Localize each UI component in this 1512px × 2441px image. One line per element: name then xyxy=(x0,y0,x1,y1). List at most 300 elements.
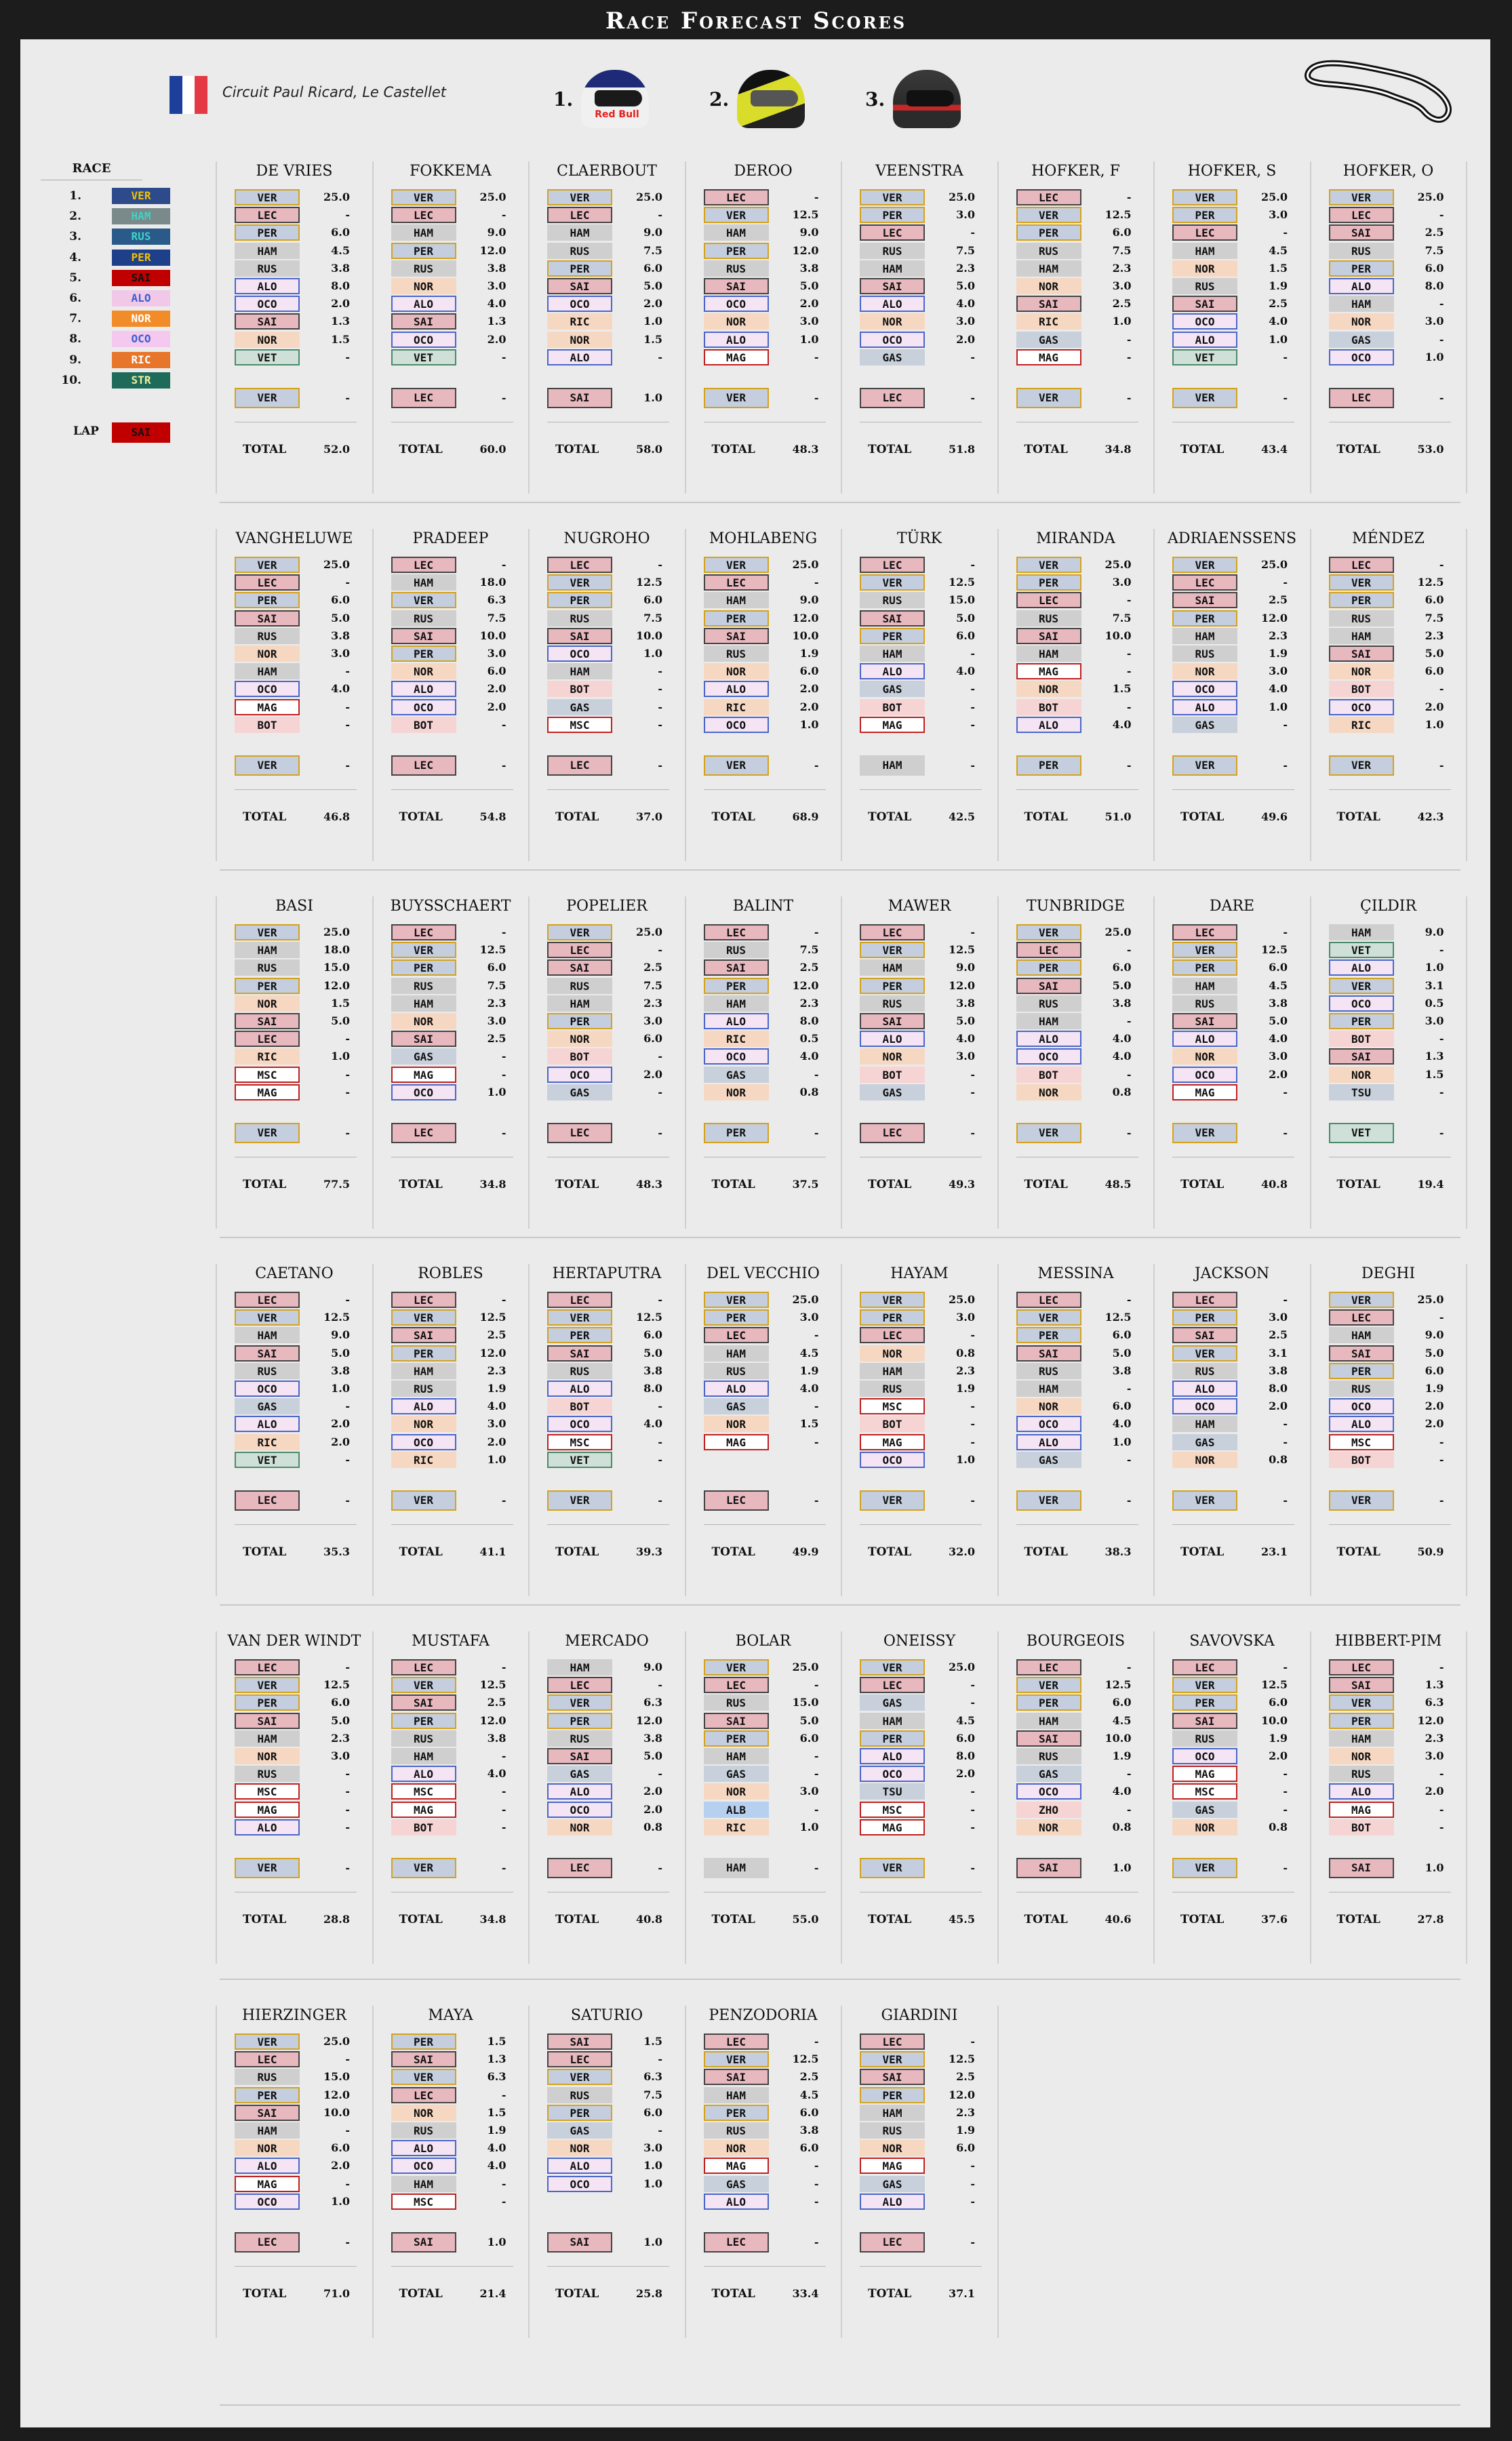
pick-driver-chip: LEC xyxy=(547,2051,612,2067)
pick-driver-chip: PER xyxy=(1016,959,1081,976)
total-label: TOTAL xyxy=(1024,1178,1068,1191)
pick-driver-chip: SAI xyxy=(704,1713,769,1729)
pick-row xyxy=(1329,662,1451,680)
pick-row xyxy=(547,1433,669,1451)
pick-points: - xyxy=(814,1749,819,1762)
pick-row xyxy=(547,645,669,662)
podium-third xyxy=(865,65,961,133)
pick-driver-chip: OCO xyxy=(391,2158,456,2174)
lap-driver-chip: LEC xyxy=(235,1490,300,1511)
lap-points: - xyxy=(501,1494,506,1507)
pick-points: 25.0 xyxy=(479,191,506,203)
total-value: 34.8 xyxy=(479,1178,506,1191)
pick-row xyxy=(860,1380,982,1397)
pick-points: - xyxy=(501,717,506,731)
total-label: TOTAL xyxy=(868,443,912,456)
player-total xyxy=(860,1543,982,1561)
total-divider xyxy=(1172,789,1294,790)
pick-points: 5.0 xyxy=(331,1346,350,1360)
pick-driver-chip: SAI xyxy=(235,313,300,330)
pick-driver-chip: HAM xyxy=(235,942,300,958)
pick-driver-chip: VER xyxy=(1016,207,1081,223)
pick-row xyxy=(704,698,826,716)
pick-row xyxy=(547,680,669,698)
pick-points: 4.0 xyxy=(956,664,975,678)
pick-driver-chip: ALO xyxy=(391,2140,456,2156)
pick-points: 5.0 xyxy=(1425,647,1444,660)
pick-driver-chip: GAS xyxy=(547,2122,612,2139)
lap-driver-chip: PER xyxy=(704,1123,769,1143)
pick-driver-chip: BOT xyxy=(860,1067,925,1083)
pick-points: 15.0 xyxy=(323,2070,350,2084)
pick-points: 1.3 xyxy=(487,2052,506,2066)
pick-points: - xyxy=(345,1661,350,1673)
player-name: HOFKER, O xyxy=(1342,163,1434,180)
pick-driver-chip: NOR xyxy=(235,1748,300,1764)
pick-row xyxy=(1172,1694,1294,1711)
pick-driver-chip: ALO xyxy=(704,681,769,697)
total-label: TOTAL xyxy=(555,810,599,824)
pick-row xyxy=(391,2193,513,2210)
pick-points: - xyxy=(814,2159,819,2172)
pick-row xyxy=(1016,1291,1138,1309)
pick-points: 2.5 xyxy=(487,1328,506,1342)
pick-points: 1.9 xyxy=(956,2124,975,2137)
result-driver-chip: STR xyxy=(112,372,170,389)
pick-row xyxy=(1329,188,1451,206)
player-total xyxy=(235,1911,357,1928)
pick-row xyxy=(1172,277,1294,295)
pick-points: - xyxy=(345,1067,350,1081)
pick-points: 5.0 xyxy=(331,611,350,624)
pick-row xyxy=(391,1362,513,1380)
pick-row xyxy=(547,716,669,734)
player-name: ADRIAENSSENS xyxy=(1167,530,1297,547)
player-total xyxy=(1016,808,1138,826)
pick-points: 0.8 xyxy=(1112,1820,1132,1833)
pick-points: 7.5 xyxy=(487,611,506,624)
pick-driver-chip: GAS xyxy=(860,349,925,365)
pick-points: - xyxy=(501,926,506,938)
pick-row xyxy=(1172,295,1294,313)
total-label: TOTAL xyxy=(868,1913,912,1926)
pick-driver-chip: OCO xyxy=(547,1802,612,1818)
player-total xyxy=(235,1176,357,1193)
column-divider xyxy=(1310,529,1311,861)
pick-driver-chip: ALO xyxy=(391,681,456,697)
player-total xyxy=(547,1543,669,1561)
column-divider xyxy=(216,896,217,1229)
pick-driver-chip: HAM xyxy=(1172,628,1237,644)
pick-row xyxy=(391,1415,513,1433)
pick-points: - xyxy=(658,682,662,696)
total-divider xyxy=(860,2266,982,2267)
pick-points: 25.0 xyxy=(636,926,662,938)
pick-points: 7.5 xyxy=(1425,243,1444,257)
pick-points: 6.0 xyxy=(799,2141,819,2155)
pick-row xyxy=(1016,1451,1138,1469)
pick-points: 12.5 xyxy=(1417,576,1444,589)
pick-row xyxy=(1172,1309,1294,1326)
pick-driver-chip: PER xyxy=(391,1713,456,1729)
race-position-row xyxy=(41,207,176,225)
total-value: 50.9 xyxy=(1417,1545,1444,1558)
pick-row xyxy=(1329,698,1451,716)
pick-driver-chip: LEC xyxy=(1172,924,1237,940)
lap-driver-chip: SAI xyxy=(547,388,612,408)
lap-pick-row xyxy=(1329,755,1451,776)
pick-points: - xyxy=(658,1050,662,1063)
lap-driver-chip: VER xyxy=(1329,755,1394,776)
pick-driver-chip: PER xyxy=(235,2087,300,2103)
pick-row xyxy=(704,349,826,366)
pick-row xyxy=(704,1451,826,1469)
pick-driver-chip: PER xyxy=(860,207,925,223)
pick-row xyxy=(1329,1309,1451,1326)
pick-points xyxy=(774,1451,819,1469)
pick-points: - xyxy=(501,1820,506,1833)
pick-points: 3.8 xyxy=(1112,1364,1132,1377)
pick-points: 25.0 xyxy=(636,191,662,203)
lap-driver-chip: VER xyxy=(391,1858,456,1878)
pick-row xyxy=(391,1309,513,1326)
pick-driver-chip: NOR xyxy=(1172,663,1237,679)
pick-row xyxy=(391,995,513,1012)
pick-points: 6.0 xyxy=(331,226,350,239)
pick-row xyxy=(860,349,982,366)
player-total xyxy=(1016,1176,1138,1193)
pick-points: 2.0 xyxy=(487,332,506,346)
total-value: 49.3 xyxy=(949,1178,975,1191)
pick-driver-chip: RUS xyxy=(704,942,769,958)
pick-row xyxy=(860,224,982,241)
pick-driver-chip: LEC xyxy=(860,1327,925,1343)
helmet-icon xyxy=(737,70,805,128)
pick-points: 10.0 xyxy=(1105,1731,1132,1745)
pick-driver-chip: MAG xyxy=(391,1067,456,1083)
pick-driver-chip: PER xyxy=(1329,592,1394,608)
pick-row xyxy=(235,331,357,349)
pick-row xyxy=(860,1730,982,1747)
pick-points: 1.5 xyxy=(643,2035,662,2048)
pick-row xyxy=(391,295,513,313)
pick-row xyxy=(704,1765,826,1783)
pick-row xyxy=(704,1801,826,1819)
pick-driver-chip: HAM xyxy=(1172,978,1237,994)
pick-row xyxy=(547,1066,669,1084)
column-divider xyxy=(372,1631,374,1964)
lap-points: - xyxy=(814,1126,819,1139)
column-divider xyxy=(216,1264,217,1596)
pick-row xyxy=(704,662,826,680)
pick-row xyxy=(1329,242,1451,260)
pick-row xyxy=(235,1433,357,1451)
pick-row xyxy=(391,627,513,645)
pick-driver-chip: MSC xyxy=(1329,1434,1394,1450)
pick-driver-chip: RUS xyxy=(391,1730,456,1747)
pick-points: - xyxy=(970,1400,975,1413)
pick-points: - xyxy=(501,1067,506,1081)
pick-points: 12.5 xyxy=(479,1678,506,1692)
pick-row xyxy=(1172,331,1294,349)
total-value: 39.3 xyxy=(636,1545,662,1558)
pick-row xyxy=(860,1659,982,1676)
pick-points: 4.0 xyxy=(1112,1050,1132,1063)
pick-driver-chip: NOR xyxy=(1016,1398,1081,1414)
pick-points: - xyxy=(970,700,975,713)
pick-points: 2.0 xyxy=(799,297,819,311)
pick-points: 2.5 xyxy=(1112,297,1132,311)
player-total xyxy=(235,441,357,458)
pick-row xyxy=(547,313,669,330)
player-name: ONEISSY xyxy=(883,1633,956,1650)
pick-row xyxy=(1172,1819,1294,1836)
pick-points: 2.3 xyxy=(487,996,506,1010)
total-label: TOTAL xyxy=(1024,1913,1068,1926)
pick-row xyxy=(235,941,357,959)
player-total xyxy=(1016,1543,1138,1561)
pick-driver-chip: ALO xyxy=(860,2194,925,2210)
pick-row xyxy=(391,716,513,734)
total-value: 68.9 xyxy=(792,810,819,823)
player-card xyxy=(845,896,994,1235)
pick-points: 1.0 xyxy=(331,2194,350,2208)
pick-driver-chip: HAM xyxy=(391,1748,456,1764)
pick-row xyxy=(1329,1030,1451,1048)
player-name: MAWER xyxy=(888,898,951,915)
pick-driver-chip: SAI xyxy=(1016,296,1081,312)
pick-driver-chip: RUS xyxy=(1172,1363,1237,1379)
pick-row xyxy=(1016,295,1138,313)
pick-points: 4.5 xyxy=(956,1713,975,1727)
pick-points: - xyxy=(970,350,975,363)
pick-points: 2.0 xyxy=(956,332,975,346)
pick-driver-chip: OCO xyxy=(1172,681,1237,697)
pick-row xyxy=(391,1694,513,1711)
race-position-row xyxy=(41,351,176,369)
pick-row xyxy=(1329,1730,1451,1747)
pick-row xyxy=(391,645,513,662)
pick-points: 25.0 xyxy=(1417,1293,1444,1306)
lap-pick-row xyxy=(547,755,669,776)
pick-row xyxy=(860,1747,982,1765)
pick-points: 4.0 xyxy=(487,2141,506,2155)
pick-driver-chip: NOR xyxy=(235,332,300,348)
pick-row xyxy=(860,2068,982,2086)
total-label: TOTAL xyxy=(711,1913,755,1926)
pick-driver-chip: VER xyxy=(391,942,456,958)
total-label: TOTAL xyxy=(711,810,755,824)
pick-points: 1.0 xyxy=(1425,717,1444,731)
pick-driver-chip: NOR xyxy=(860,2140,925,2156)
pick-points: - xyxy=(1126,943,1132,957)
pick-driver-chip: SAI xyxy=(860,610,925,627)
lap-pick-row xyxy=(1172,388,1294,408)
total-label: TOTAL xyxy=(1180,1178,1225,1191)
pick-driver-chip: HAM xyxy=(1172,243,1237,259)
pick-row xyxy=(547,1309,669,1326)
pick-points: 9.0 xyxy=(799,593,819,607)
pick-driver-chip: NOR xyxy=(1016,1819,1081,1835)
player-total xyxy=(1172,1176,1294,1193)
pick-points: - xyxy=(658,1293,662,1306)
total-label: TOTAL xyxy=(555,2287,599,2301)
pick-points: 6.3 xyxy=(487,2070,506,2084)
pick-row xyxy=(1329,331,1451,349)
lap-points: - xyxy=(1126,1494,1132,1507)
pick-driver-chip: HAM xyxy=(1329,924,1394,940)
lap-points: - xyxy=(345,1861,350,1874)
pick-points: 3.0 xyxy=(643,1014,662,1027)
pick-driver-chip: VER xyxy=(1016,924,1081,940)
pick-row xyxy=(860,1084,982,1101)
total-divider xyxy=(235,2266,357,2267)
player-card xyxy=(845,161,994,500)
player-name: DEL VECCHIO xyxy=(707,1265,820,1282)
player-name: HIERZINGER xyxy=(242,2007,346,2024)
pick-points: 7.5 xyxy=(1425,611,1444,624)
pick-row xyxy=(1329,313,1451,330)
lap-pick-row xyxy=(235,755,357,776)
result-driver-chip: RIC xyxy=(112,352,170,368)
player-card xyxy=(689,1631,838,1970)
race-position-row xyxy=(41,228,176,245)
pick-driver-chip: SAI xyxy=(391,313,456,330)
pick-points: - xyxy=(970,2194,975,2208)
pick-points: 4.0 xyxy=(1269,682,1288,696)
pick-row xyxy=(1172,1380,1294,1397)
pick-points: 3.0 xyxy=(487,647,506,660)
pick-points: - xyxy=(814,576,819,589)
lap-points: - xyxy=(658,1861,662,1874)
player-name: FOKKEMA xyxy=(410,163,492,180)
total-divider xyxy=(391,2266,513,2267)
pick-points: 5.0 xyxy=(956,611,975,624)
pick-points: 1.0 xyxy=(1112,315,1132,328)
pick-points: 12.0 xyxy=(323,2088,350,2101)
pick-row xyxy=(547,331,669,349)
pick-row xyxy=(1329,1380,1451,1397)
pick-row xyxy=(547,1048,669,1065)
total-label: TOTAL xyxy=(1180,1913,1225,1926)
pick-row xyxy=(1329,574,1451,591)
pick-driver-chip: GAS xyxy=(391,1048,456,1065)
pick-points: 8.0 xyxy=(1269,1382,1288,1395)
pick-driver-chip: GAS xyxy=(1016,1766,1081,1782)
pick-points: 8.0 xyxy=(956,1749,975,1762)
pick-driver-chip: PER xyxy=(547,592,612,608)
pick-row xyxy=(1016,1801,1138,1819)
pick-row xyxy=(860,995,982,1012)
pick-points: 2.0 xyxy=(487,1435,506,1448)
pick-points: - xyxy=(1126,1802,1132,1816)
total-label: TOTAL xyxy=(1180,443,1225,456)
lap-points: - xyxy=(970,2236,975,2248)
total-label: TOTAL xyxy=(1180,810,1225,824)
lap-driver-chip: HAM xyxy=(704,1858,769,1878)
pick-points: 1.9 xyxy=(956,1382,975,1395)
pick-row xyxy=(860,610,982,627)
pick-points: 3.8 xyxy=(331,1364,350,1377)
pick-points: 2.5 xyxy=(799,961,819,974)
pick-driver-chip: VER xyxy=(860,574,925,591)
player-total xyxy=(235,1543,357,1561)
row-divider xyxy=(220,2404,1460,2406)
pick-driver-chip: GAS xyxy=(1016,332,1081,348)
pick-row xyxy=(547,1451,669,1469)
pick-row xyxy=(704,260,826,277)
pick-row xyxy=(235,2104,357,2122)
race-position-row xyxy=(41,330,176,348)
pick-row xyxy=(704,1326,826,1344)
pick-points: - xyxy=(814,1328,819,1342)
pick-points: - xyxy=(814,2177,819,2190)
column-divider xyxy=(1310,1264,1311,1596)
pick-points: 3.0 xyxy=(331,647,350,660)
total-value: 60.0 xyxy=(479,443,506,456)
helmet-icon xyxy=(581,70,649,128)
pick-driver-chip: RUS xyxy=(235,959,300,976)
pick-points: 10.0 xyxy=(792,629,819,642)
pick-points: 7.5 xyxy=(799,943,819,957)
total-label: TOTAL xyxy=(399,1913,443,1926)
podium-position: 1. xyxy=(553,87,574,111)
pick-row xyxy=(1172,1048,1294,1065)
player-name: TÜRK xyxy=(896,530,942,547)
pick-points: - xyxy=(501,2088,506,2101)
pick-points: 6.3 xyxy=(1425,1696,1444,1709)
pick-points: - xyxy=(501,2194,506,2208)
pick-row xyxy=(860,645,982,662)
pick-row xyxy=(235,1801,357,1819)
player-card xyxy=(532,161,681,500)
pick-driver-chip: OCO xyxy=(1172,1398,1237,1414)
pick-row xyxy=(1329,349,1451,366)
player-card xyxy=(1314,161,1463,500)
pick-row xyxy=(1016,1048,1138,1065)
total-label: TOTAL xyxy=(1336,1178,1380,1191)
pick-row xyxy=(547,2139,669,2157)
pick-points: - xyxy=(658,1400,662,1413)
pick-points: - xyxy=(814,1678,819,1692)
pick-driver-chip: RUS xyxy=(860,2122,925,2139)
pick-row xyxy=(1016,591,1138,609)
pick-points: 1.0 xyxy=(799,332,819,346)
pick-driver-chip: LEC xyxy=(391,1659,456,1675)
pick-driver-chip: RUS xyxy=(1016,995,1081,1012)
helmet-logo-text: Red Bull xyxy=(595,109,639,120)
pick-points: 12.0 xyxy=(323,978,350,992)
pick-row xyxy=(547,1765,669,1783)
pick-driver-chip: RIC xyxy=(235,1434,300,1450)
pick-driver-chip: PER xyxy=(235,978,300,994)
pick-points: - xyxy=(658,664,662,678)
pick-row xyxy=(1016,977,1138,995)
player-total xyxy=(1016,441,1138,458)
pick-driver-chip: RIC xyxy=(1329,717,1394,733)
pick-points: 1.5 xyxy=(1112,682,1132,696)
pick-driver-chip: VER xyxy=(1172,557,1237,573)
pick-row xyxy=(391,1380,513,1397)
pick-driver-chip: ALO xyxy=(547,349,612,365)
pick-row xyxy=(1329,941,1451,959)
pick-driver-chip: PER xyxy=(1329,1363,1394,1379)
pick-driver-chip: SAI xyxy=(1172,1713,1237,1729)
pick-points: - xyxy=(970,1785,975,1798)
pick-driver-chip: HAM xyxy=(1016,260,1081,277)
pick-row xyxy=(235,1765,357,1783)
pick-driver-chip: PER xyxy=(1329,1013,1394,1029)
